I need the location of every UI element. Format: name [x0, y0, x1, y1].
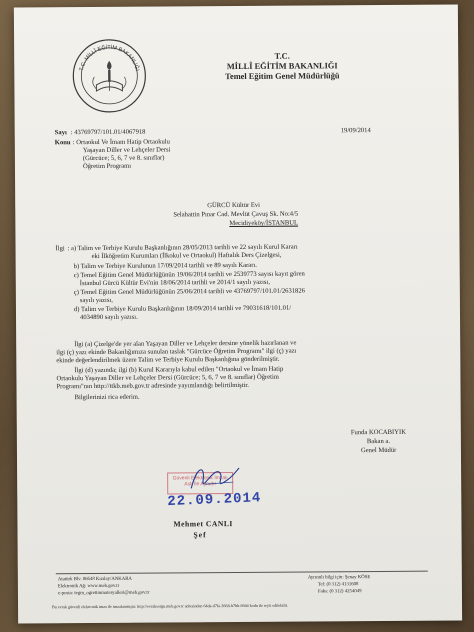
reference-line: d) Talim ve Terbiye Kurulu Başkanlığının 18/09/2014 tarihli ve 79031618/101.01/	[73, 304, 292, 314]
stamp-line: Güvenli Elektronik İmzalı	[172, 475, 228, 482]
reference-line: : a) Talim ve Terbiye Kurulu Başkanlığının 28/05/2013 tarihli ve 22 sayılı Kurul Kararı	[67, 243, 298, 253]
signer-name: Funda KOCABIYIK	[350, 428, 406, 437]
signer-title: Genel Müdür	[360, 446, 397, 455]
reference-line: eki İlköğretim Kurumları (İlkokul ve Ortaokul) Haftalık Ders Çizelgesi,	[91, 251, 282, 261]
date-stamp: 22.09.2014	[167, 490, 262, 511]
konu-line: : Ortaokul Ve İmam Hatip Ortaokulu	[72, 138, 170, 147]
body-line: İlgi (a) Çizelge'de yer alan Yaşayan Diller ve Lehçeler dersine yönelik hazırlanan ve	[74, 339, 297, 349]
body-line: ilgi (ç) yazı ekinde Bakanlığımıza sunulan taslak "Gürcüce Öğretim Programı" ilgi (ç) yazı	[56, 347, 297, 357]
stamp-line: Aslı İle Aynıdır	[184, 481, 217, 488]
ministry-emblem-icon	[70, 37, 149, 116]
sayi-label: Sayı	[54, 129, 67, 137]
signer-title: Bakan a.	[366, 437, 390, 446]
footer-divider	[56, 571, 428, 575]
reference-line: 4034890 sayılı yazısı.	[79, 313, 138, 322]
body-line: İlgi (d) yazında; ilgi (b) Kurul Kararıyla kabul edilen "Ortaokul ve İmam Hatip	[74, 365, 284, 375]
reference-line: İstanbul Gürcü Kültür Evi'nin 18/06/2014 tarihli ve 2014/1 sayılı yazısı,	[79, 278, 270, 288]
ilgi-label: İlgi	[55, 245, 65, 253]
country-heading: T.C.	[274, 51, 290, 61]
konu-line: Öğretim Programı	[82, 162, 132, 171]
recipient-line: Selahattin Pınar Cad. Mevlüt Çavuş Sk. No:4/5	[173, 210, 299, 219]
reference-line: c) Temel Eğitim Genel Müdürlüğünün 19/06/2014 tarihli ve 2539773 sayısı kayıt gören	[73, 270, 305, 280]
footer-right-line: Faks: (0 312) 4254049	[317, 589, 362, 595]
body-line: ekinde değerlendirilmek üzere Talim ve Terbiye Kurulu Başkanlığına gönderilmiştir.	[56, 355, 280, 365]
reference-line: ç) Temel Eğitim Genel Müdürlüğünün 25/06/2014 tarihli ve 43769797/101.01/2631826	[73, 287, 305, 297]
certifier-name: Mehmet CANLI	[173, 519, 233, 529]
document-page	[14, 4, 462, 623]
sayi-value: : 43769797/101.01/4067918	[70, 128, 146, 137]
footer-right-line: Tel: (0 312) 4131608	[317, 582, 359, 588]
footer-left-line: Elektronik Ağ: www.meb.gov.tr	[57, 583, 120, 590]
emblem-text: T.C. MİLLÎ EĞİTİM BAKANLIĞI	[78, 44, 140, 72]
konu-label: Konu	[54, 139, 71, 147]
footer-verification-note: Bu evrak güvenli elektronik imza ile imzalanmıştır. http://evraksorgu.meb.gov.tr adresinden 64da-d7fa-3668-b7bb-8044 kodu ile teyit edilebilir.	[52, 602, 288, 610]
reference-line: b) Talim ve Terbiye Kurulunun 17/09/2014 tarihli ve 89 sayılı Kararı.	[73, 261, 257, 271]
directorate-heading: Temel Eğitim Genel Müdürlüğü	[225, 71, 340, 82]
letterhead	[182, 51, 382, 82]
konu-line: (Gürcüce; 5, 6, 7 ve 8. sınıflar)	[82, 154, 165, 163]
document-date: 19/09/2014	[340, 127, 371, 135]
body-line: Programı"nın http://ttkb.meb.gov.tr adresinde yayımlandığı belirtilmiştir.	[56, 381, 249, 391]
footer-left-line: e-posta: tegm_ogretimmateryalleri@meb.gov.tr	[57, 590, 150, 597]
body-line: Ortaokulu Yaşayan Diller ve Lehçeler Dersi (Gürcüce; 5, 6, 7 ve 8. sınıflar) Öğretim	[56, 373, 279, 383]
recipient-line: GÜRCÜ Kültür Evi	[207, 201, 261, 210]
recipient-line: Mecidiyeköy/İSTANBUL	[229, 219, 299, 228]
footer-right-line: Ayrıntılı bilgi için: Şenay KÖSE	[307, 575, 371, 581]
konu-line: Yaşayan Diller ve Lehçeler Dersi	[82, 146, 171, 155]
certifier-title: Şef	[193, 530, 207, 540]
ministry-heading: MİLLÎ EĞİTİM BAKANLIĞI	[226, 61, 338, 72]
reference-line: sayılı yazısı,	[79, 296, 113, 305]
footer-left-line: Atatürk Blv. 06648 Kızılay/ANKARA	[57, 576, 132, 583]
body-line: Bilgilerinizi rica ederim.	[74, 393, 140, 402]
